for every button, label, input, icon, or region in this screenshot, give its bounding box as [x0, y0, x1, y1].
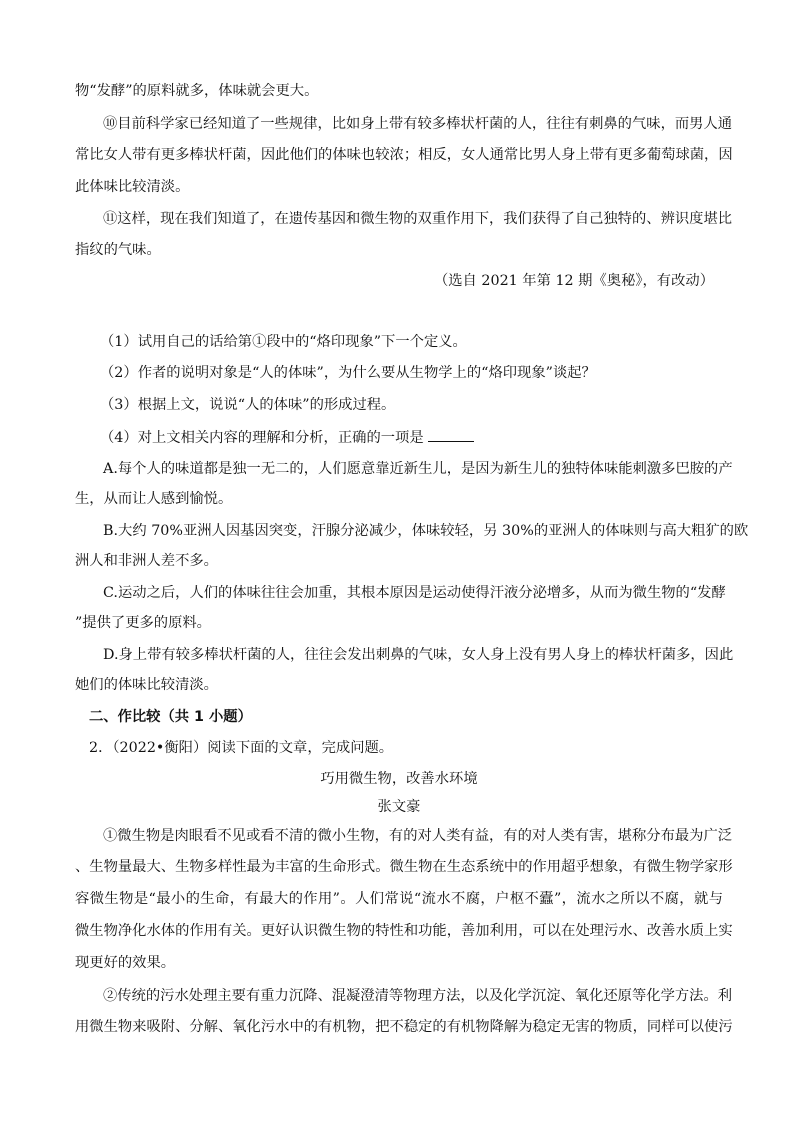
option-a-line: 生，从而让人感到愉悦。 [75, 491, 233, 507]
question-2: （2）作者的说明对象是“人的体味”，为什么要从生物学上的“烙印现象”谈起？ [100, 365, 596, 381]
option-b-line: B.大约 70%亚洲人因基因突变，汗腺分泌减少，体味较轻，另 30%的亚洲人的体味则与高大粗犷的欧 [103, 523, 749, 539]
option-c-line: ”提供了更多的原料。 [75, 615, 211, 631]
article-paragraph-1-line: 现更好的效果。 [75, 955, 176, 971]
article-paragraph-2-line: 用微生物来吸附、分解、氧化污水中的有机物，把不稳定的有机物降解为稳定无害的物质，同样可以使污 [75, 1019, 733, 1035]
question-1: （1）试用自己的话给第①段中的“烙印现象”下一个定义。 [100, 334, 467, 350]
article-paragraph-1-line: ①微生物是肉眼看不见或看不清的微小生物，有的对人类有益，有的对人类有害，堪称分布最为广泛 [103, 828, 733, 844]
paragraph-11-line: 指纹的气味。 [75, 242, 161, 258]
option-b-line: 洲人和非洲人差不多。 [75, 553, 218, 569]
option-d-line: D.身上带有较多棒状杆菌的人，往往会发出刺鼻的气味，女人身上没有男人身上的棒状杆菌多，因此 [103, 647, 734, 663]
article-paragraph-1-line: 、生物量最大、生物多样性最为丰富的生命形式。微生物在生态系统中的作用超乎想象，有微生物学家形 [75, 859, 733, 875]
question-4 [100, 427, 748, 448]
paragraph-10-line: ⑩目前科学家已经知道了一些规律，比如身上带有较多棒状杆菌的人，往往有刺鼻的气味，而男人通 [103, 116, 733, 132]
section-heading: 二、作比较（共 1 小题） [89, 709, 252, 725]
article-author: 张文豪 [377, 799, 421, 815]
article-paragraph-1-line: 容微生物是“最小的生命，有最大的作用”。人们常说“流水不腐，户枢不蠹”，流水之所以不腐，就与 [75, 891, 723, 907]
question-intro: 2．（2022•衡阳）阅读下面的文章，完成问题。 [89, 740, 394, 756]
article-paragraph-2-line: ②传统的污水处理主要有重力沉降、混凝澄清等物理方法，以及化学沉淀、氧化还原等化学方法。利 [103, 988, 733, 1004]
source-citation: （选自 2021 年第 12 期《奥秘》，有改动） [433, 273, 714, 289]
option-c-line: C.运动之后，人们的体味往往会加重，其根本原因是运动使得汗液分泌增多，从而为微生物的“发酵 [103, 585, 726, 601]
passage-line: 物“发酵”的原料就多，体味就会更大。 [75, 83, 319, 99]
question-3: （3）根据上文，说说“人的体味”的形成过程。 [100, 397, 396, 413]
paragraph-10-line: 此体味比较清淡。 [75, 179, 190, 195]
article-title: 巧用微生物，改善水环境 [320, 771, 478, 787]
paragraph-10-line: 常比女人带有更多棒状杆菌，因此他们的体味也较浓；相反，女人通常比男人身上带有更多葡萄球菌，因 [75, 147, 733, 163]
article-paragraph-1-line: 微生物净化水体的作用有关。更好认识微生物的特性和功能，善加利用，可以在处理污水、改善水质上实 [75, 923, 733, 939]
answer-blank [428, 427, 474, 442]
option-d-line: 她们的体味比较清淡。 [75, 677, 218, 693]
paragraph-11-line: ⑪这样，现在我们知道了，在遗传基因和微生物的双重作用下，我们获得了自己独特的、辨识度堪比 [103, 211, 733, 227]
question-4-text: （4）对上文相关内容的理解和分析，正确的一项是 [100, 430, 424, 446]
option-a-line: A.每个人的味道都是独一无二的，人们愿意靠近新生儿，是因为新生儿的独特体味能刺激多巴胺的产 [103, 461, 733, 477]
